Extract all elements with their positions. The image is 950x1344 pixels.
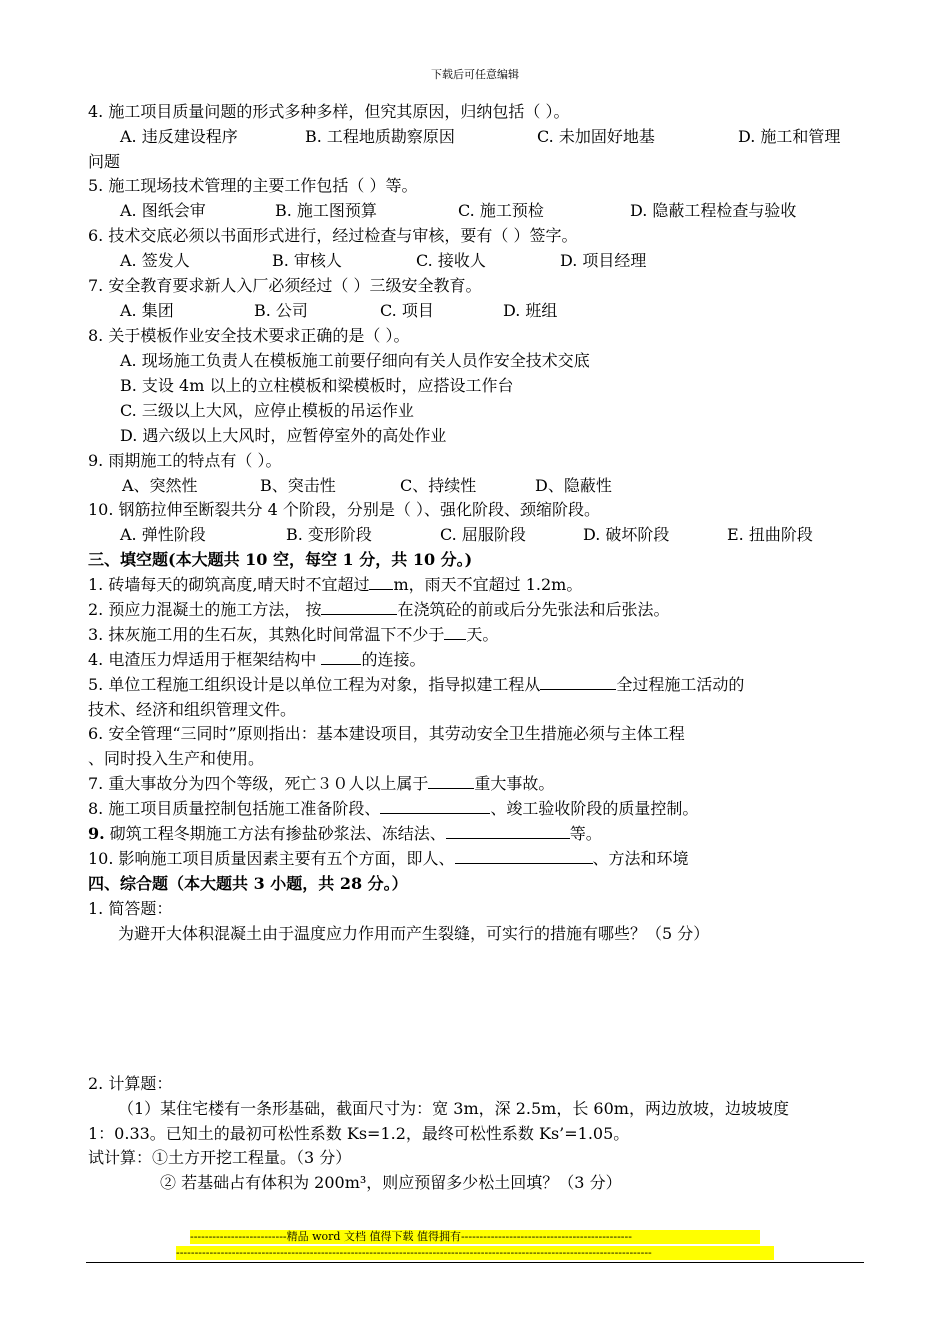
question-7: 7. 安全教育要求新人入厂必须经过（ ）三级安全教育。 (88, 276, 482, 295)
fill-10-blank (455, 849, 593, 864)
fill-9-number: 9. (88, 824, 105, 843)
fill-8 (88, 798, 698, 820)
question-10: 10. 钢筋拉伸至断裂共分 4 个阶段，分别是（ ）、强化阶段、颈缩阶段。 (88, 500, 600, 519)
fill-3-blank (444, 625, 466, 640)
section-4-title: 四、综合题（本大题共 3 小题，共 28 分。） (88, 874, 408, 893)
fill-9-blank (446, 824, 570, 839)
footer-rule (86, 1262, 864, 1263)
fill-4-blank (321, 650, 361, 665)
q6-option-c: C. 接收人 (416, 251, 486, 270)
q4-option-d-cont: 问题 (88, 152, 121, 171)
q5-option-b: B. 施工图预算 (275, 201, 377, 220)
short-answer-heading: 1. 简答题： (88, 899, 173, 918)
fill-4-text-a: 4. 电渣压力焊适用于框架结构中 (88, 650, 322, 669)
fill-1-blank (369, 575, 393, 590)
fill-7 (88, 773, 554, 795)
fill-2-blank (321, 600, 397, 615)
fill-5 (88, 674, 744, 696)
calculation-task-2: ② 若基础占有体积为 200m³，则应预留多少松土回填？（3 分） (160, 1173, 622, 1192)
q7-option-b: B. 公司 (254, 301, 308, 320)
fill-8-text-a: 8. 施工项目质量控制包括施工准备阶段、 (88, 799, 381, 818)
q4-option-c: C. 未加固好地基 (537, 127, 655, 146)
fill-3-text-a: 3. 抹灰施工用的生石灰，其熟化时间常温下不少于 (88, 625, 445, 644)
fill-1 (88, 574, 582, 596)
calculation-question-line-2: 1：0.33。已知土的最初可松性系数 Ks=1.2，最终可松性系数 Ks’=1.05。 (88, 1124, 630, 1143)
q5-option-a: A. 图纸会审 (120, 201, 206, 220)
fill-8-blank (380, 799, 490, 814)
fill-6-cont: 、同时投入生产和使用。 (88, 749, 265, 768)
q4-option-b: B. 工程地质勘察原因 (305, 127, 455, 146)
fill-10 (88, 848, 689, 870)
fill-6: 6. 安全管理“三同时”原则指出：基本建设项目，其劳动安全卫生措施必须与主体工程 (88, 724, 685, 743)
fill-9-text-b: 等。 (569, 824, 602, 843)
q8-option-a: A. 现场施工负责人在模板施工前要仔细向有关人员作安全技术交底 (120, 351, 590, 370)
section-3-title: 三、填空题(本大题共 10 空，每空 1 分，共 10 分。) (88, 550, 473, 569)
fill-7-text-a: 7. 重大事故分为四个等级，死亡３０人以上属于 (88, 774, 429, 793)
fill-9-text-a: 砌筑工程冬期施工方法有掺盐砂浆法、冻结法、 (104, 824, 446, 843)
q4-option-a: A. 违反建设程序 (120, 127, 238, 146)
q7-option-a: A. 集团 (120, 301, 174, 320)
q10-option-e: E. 扭曲阶段 (727, 525, 813, 544)
fill-4-text-b: 的连接。 (361, 650, 426, 669)
q6-option-b: B. 审核人 (272, 251, 342, 270)
question-9: 9. 雨期施工的特点有（ ）。 (88, 451, 282, 470)
q7-option-c: C. 项目 (380, 301, 434, 320)
q6-option-d: D. 项目经理 (560, 251, 647, 270)
fill-5-blank (540, 675, 616, 690)
fill-2-text-a: 2. 预应力混凝土的施工方法， 按 (88, 600, 322, 619)
fill-3-text-b: 天。 (466, 625, 499, 644)
footer-watermark-line-2: -------------------------------------------------------------------------------------------------------------------------------- (176, 1246, 774, 1260)
fill-10-text-a: 10. 影响施工项目质量因素主要有五个方面，即人、 (88, 849, 455, 868)
q4-option-d: D. 施工和管理 (738, 127, 841, 146)
fill-5-text-a: 5. 单位工程施工组织设计是以单位工程为对象，指导拟建工程从 (88, 675, 541, 694)
fill-5-cont: 技术、经济和组织管理文件。 (88, 700, 297, 719)
question-4: 4. 施工项目质量问题的形式多种多样，但究其原因，归纳包括（ ）。 (88, 102, 570, 121)
calculation-task-1: 试计算：①土方开挖工程量。（3 分） (88, 1148, 352, 1167)
q6-option-a: A. 签发人 (120, 251, 190, 270)
question-8: 8. 关于模板作业安全技术要求正确的是（ ）。 (88, 326, 410, 345)
q9-option-d: D、隐蔽性 (535, 476, 612, 495)
fill-10-text-b: 、方法和环境 (592, 849, 689, 868)
q10-option-a: A. 弹性阶段 (120, 525, 206, 544)
q9-option-c: C、持续性 (400, 476, 477, 495)
calculation-heading: 2. 计算题： (88, 1074, 173, 1093)
page-header: 下载后可任意编辑 (431, 68, 519, 81)
q7-option-d: D. 班组 (503, 301, 558, 320)
fill-2-text-b: 在浇筑砼的前或后分先张法和后张法。 (397, 600, 670, 619)
footer-watermark-line-1: --------------------------精品 word 文档 值得下载 值得拥有---------------------------------------------- (190, 1230, 760, 1244)
fill-1-text-a: 1. 砖墙每天的砌筑高度,晴天时不宜超过 (88, 575, 370, 594)
fill-5-text-b: 全过程施工活动的 (616, 675, 745, 694)
fill-7-text-b: 重大事故。 (474, 774, 555, 793)
fill-3 (88, 624, 498, 646)
q8-option-d: D. 遇六级以上大风时，应暂停室外的高处作业 (120, 426, 447, 445)
q9-option-b: B、突击性 (260, 476, 336, 495)
fill-9 (88, 823, 602, 845)
q9-option-a: A、突然性 (122, 476, 198, 495)
fill-1-text-b: m，雨天不宜超过 1.2m。 (393, 575, 583, 594)
q5-option-c: C. 施工预检 (458, 201, 544, 220)
short-answer-question: 为避开大体积混凝土由于温度应力作用而产生裂缝，可实行的措施有哪些？（5 分） (118, 924, 710, 943)
q10-option-c: C. 屈服阶段 (440, 525, 526, 544)
q8-option-b: B. 支设 4m 以上的立柱模板和梁模板时，应搭设工作台 (120, 376, 514, 395)
fill-2 (88, 599, 669, 621)
calculation-question-line-1: （1）某住宅楼有一条形基础，截面尺寸为：宽 3m，深 2.5m，长 60m，两边放坡，边坡坡度 (118, 1099, 789, 1118)
q5-option-d: D. 隐蔽工程检查与验收 (630, 201, 797, 220)
q8-option-c: C. 三级以上大风，应停止模板的吊运作业 (120, 401, 414, 420)
fill-7-blank (428, 774, 474, 789)
q10-option-b: B. 变形阶段 (286, 525, 372, 544)
question-6: 6. 技术交底必须以书面形式进行，经过检查与审核，要有（ ）签字。 (88, 226, 578, 245)
fill-4 (88, 649, 425, 671)
question-5: 5. 施工现场技术管理的主要工作包括（ ）等。 (88, 176, 418, 195)
fill-8-text-b: 、竣工验收阶段的质量控制。 (490, 799, 699, 818)
q10-option-d: D. 破坏阶段 (583, 525, 670, 544)
